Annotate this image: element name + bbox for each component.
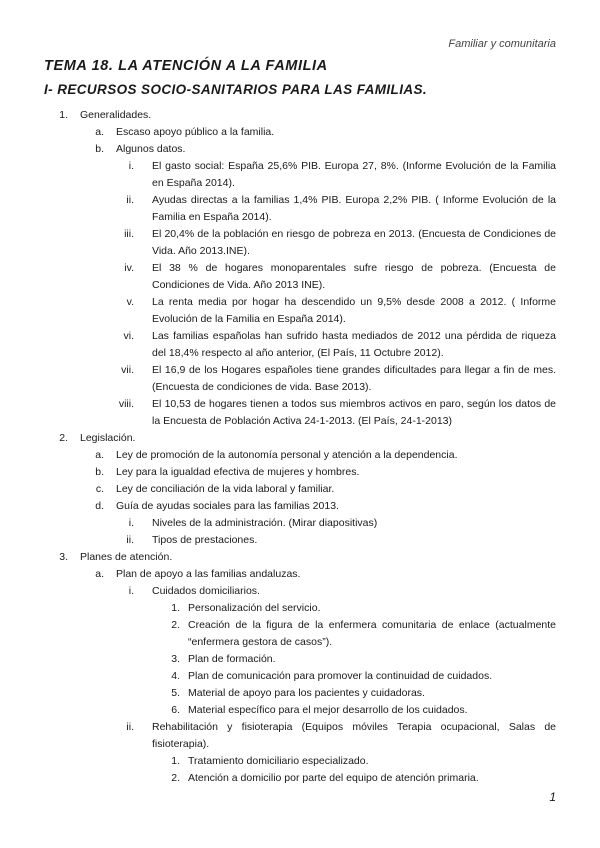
list-marker: ii.	[126, 721, 134, 733]
list-item: Atención a domicilio por parte del equipo de atención primaria.	[188, 772, 479, 784]
list-marker: b.	[95, 143, 104, 155]
list-item: Algunos datos.	[116, 143, 186, 155]
list-item-law: Guía de ayudas sociales para las familias 2013.	[116, 500, 339, 512]
list-item-data: El gasto social: España 25,6% PIB. Europa 27, 8%. (Informe Evolución de la Familia en España 2014).	[152, 160, 556, 189]
list-item: Rehabilitación y fisioterapia (Equipos móviles Terapia ocupacional, Salas de fisioterapia).	[152, 721, 556, 750]
document-title: TEMA 18. LA ATENCIÓN A LA FAMILIA	[44, 58, 328, 74]
section-heading: I- RECURSOS SOCIO-SANITARIOS PARA LAS FAMILIAS.	[44, 82, 428, 97]
list-item-data: Las familias españolas han sufrido hasta mediados de 2012 una pérdida de riqueza del 18,4% respecto al año anterior, (El País, 11 Octubre 2012).	[152, 330, 556, 359]
list-item: Creación de la figura de la enfermera comunitaria de enlace (actualmente “enfermera gestora de casos”).	[188, 619, 556, 648]
list-marker: 1.	[171, 755, 180, 767]
running-header: Familiar y comunitaria	[448, 38, 556, 50]
list-marker: ii.	[126, 194, 134, 206]
list-marker: vi.	[123, 330, 134, 342]
list-marker: a.	[95, 449, 104, 461]
list-item-data: El 10,53 de hogares tienen a todos sus miembros activos en paro, según los datos de la Encuesta de Población Activa 24-1-2013. (El País, 24-1-2013)	[152, 398, 556, 427]
list-marker: i.	[128, 160, 134, 172]
list-marker: a.	[95, 568, 104, 580]
list-marker: i.	[128, 585, 134, 597]
list-item-planes: Planes de atención.	[80, 551, 173, 563]
list-marker: 3.	[171, 653, 180, 665]
list-marker: viii.	[118, 398, 134, 410]
list-marker: d.	[95, 500, 104, 512]
list-item-law: Ley de promoción de la autonomía personal y atención a la dependencia.	[116, 449, 458, 461]
list-item-data: El 16,9 de los Hogares españoles tiene grandes dificultades para llegar a fin de mes. (Encuesta de condiciones de vida. Base 2013).	[152, 364, 556, 393]
list-item: Plan de formación.	[188, 653, 276, 665]
list-marker: 4.	[171, 670, 180, 682]
list-item-data: El 38 % de hogares monoparentales sufre riesgo de pobreza. (Encuesta de Condiciones de Vida. Año 2013 INE).	[152, 262, 556, 291]
list-marker: c.	[95, 483, 104, 495]
list-marker: a.	[95, 126, 104, 138]
list-item: Material de apoyo para los pacientes y cuidadoras.	[188, 687, 425, 699]
list-marker: 2.	[171, 619, 180, 631]
list-item: Personalización del servicio.	[188, 602, 321, 614]
list-marker: 1.	[171, 602, 180, 614]
list-item: Tratamiento domiciliario especializado.	[188, 755, 369, 767]
list-marker: 3.	[59, 551, 68, 563]
list-item: Cuidados domiciliarios.	[152, 585, 260, 597]
list-item: Plan de comunicación para promover la continuidad de cuidados.	[188, 670, 493, 682]
list-marker: iv.	[124, 262, 134, 274]
list-item: Escaso apoyo público a la familia.	[116, 126, 275, 138]
list-item: Niveles de la administración. (Mirar diapositivas)	[152, 517, 378, 529]
page-number: 1	[549, 790, 556, 804]
list-item-generalidades: Generalidades.	[80, 109, 152, 121]
list-item-law: Ley para la igualdad efectiva de mujeres y hombres.	[116, 466, 360, 478]
list-marker: 2.	[59, 432, 68, 444]
list-marker: iii.	[124, 228, 134, 240]
list-marker: v.	[126, 296, 134, 308]
list-marker: ii.	[126, 534, 134, 546]
list-marker: 6.	[171, 704, 180, 716]
list-item: Plan de apoyo a las familias andaluzas.	[116, 568, 301, 580]
list-item-data: La renta media por hogar ha descendido un 9,5% desde 2008 a 2012. ( Informe Evolución de la Familia en España 2014).	[152, 296, 556, 325]
list-marker: 1.	[59, 109, 68, 121]
list-marker: 5.	[171, 687, 180, 699]
list-item-law: Ley de conciliación de la vida laboral y familiar.	[116, 483, 335, 495]
list-marker: b.	[95, 466, 104, 478]
list-item: Tipos de prestaciones.	[152, 534, 258, 546]
list-item-legislacion: Legislación.	[80, 432, 136, 444]
list-marker: i.	[128, 517, 134, 529]
list-item: Material específico para el mejor desarrollo de los cuidados.	[188, 704, 468, 716]
list-item-data: Ayudas directas a la familias 1,4% PIB. Europa 2,2% PIB. ( Informe Evolución de la Familia en España 2014).	[152, 194, 556, 223]
list-marker: vii.	[121, 364, 134, 376]
list-marker: 2.	[171, 772, 180, 784]
list-item-data: El 20,4% de la población en riesgo de pobreza en 2013. (Encuesta de Condiciones de Vida. Año 2013.INE).	[152, 228, 556, 257]
